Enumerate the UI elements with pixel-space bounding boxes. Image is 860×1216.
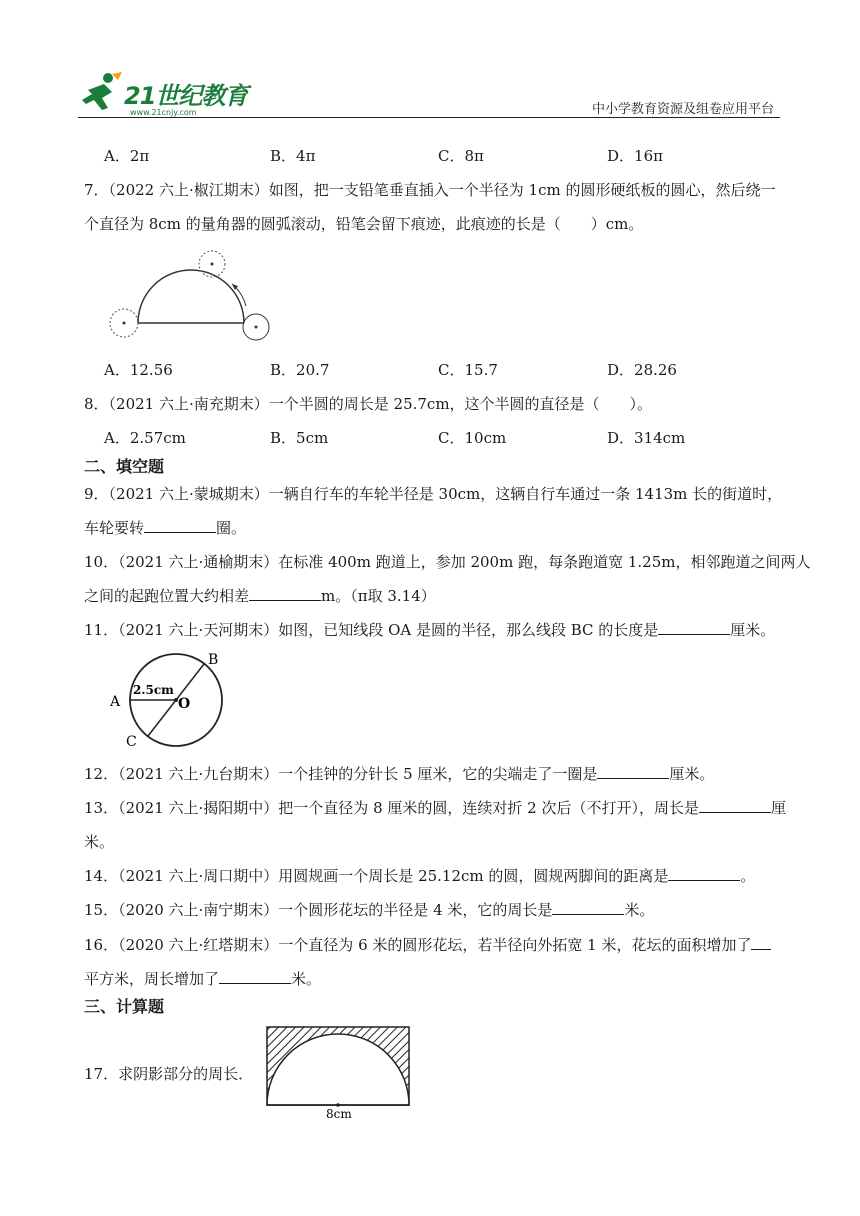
q8-option-a: A．2.57cm	[104, 429, 186, 447]
section-fill-blank: 二、填空题	[84, 457, 165, 476]
q13-line1	[84, 797, 786, 818]
q12-text-b: 厘米。	[669, 765, 715, 783]
q16-text: 16．（2020 六上·红塔期末）一个直径为 6 米的圆形花坛，若半径向外拓宽 1 米，花坛的面积增加了	[84, 936, 752, 954]
q6-option-b: B．4π	[270, 147, 316, 165]
label-o: O	[178, 696, 191, 712]
q14-text-a: 14．（2021 六上·周口期中）用圆规画一个周长是 25.12cm 的圆，圆规两脚间的距离是	[84, 867, 669, 885]
q17-figure	[264, 1024, 414, 1122]
q11-text-b: 厘米。	[730, 621, 776, 639]
q7-option-d: D．28.26	[607, 361, 677, 379]
q7-option-b: B．20.7	[270, 361, 330, 379]
q9-text-a: 车轮要转	[84, 519, 145, 537]
q7-line1: 7．（2022 六上·椒江期末）如图，把一支铅笔垂直插入一个半径为 1cm 的圆形硬纸板的圆心，然后绕一	[84, 181, 776, 199]
q13-text-a: 13．（2021 六上·揭阳期中）把一个直径为 8 厘米的圆，连续对折 2 次后（不打开），周长是	[84, 799, 699, 817]
q15-answer-blank[interactable]	[552, 900, 624, 915]
q10-text-b: m。（π取 3.14）	[321, 587, 436, 605]
q11-line1	[84, 619, 775, 640]
logo	[78, 70, 258, 116]
q17-diameter-label: 8cm	[326, 1107, 352, 1121]
q10-answer-blank[interactable]	[249, 586, 321, 601]
q16-line2	[84, 968, 321, 989]
q13-answer-blank[interactable]	[699, 798, 771, 813]
logo-url: www.21cnjy.com	[130, 108, 197, 117]
q12-answer-blank[interactable]	[597, 764, 669, 779]
q15-text-b: 米。	[624, 901, 655, 919]
label-b: B	[208, 652, 219, 668]
q7-figure	[104, 246, 274, 346]
q12-text-a: 12．（2021 六上·九台期末）一个挂钟的分针长 5 厘米，它的尖端走了一圈是	[84, 765, 598, 783]
q14-text-b: 。	[740, 867, 756, 885]
q8-line1: 8．（2021 六上·南充期末）一个半圆的周长是 25.7cm，这个半圆的直径是（ ）。	[84, 395, 653, 413]
q10-line2	[84, 585, 436, 606]
q8-option-d: D．314cm	[607, 429, 686, 447]
q7-line2: 个直径为 8cm 的量角器的圆弧滚动，铅笔会留下痕迹，此痕迹的长是（ ）cm。	[84, 215, 644, 233]
q11-answer-blank[interactable]	[658, 620, 730, 635]
q8-option-c: C．10cm	[438, 429, 507, 447]
q6-option-a: A．2π	[104, 147, 150, 165]
q15-line	[84, 899, 654, 920]
q9-answer-blank[interactable]	[144, 518, 216, 533]
q12-line	[84, 763, 714, 784]
label-c: C	[126, 734, 137, 750]
q17-text: 17．求阴影部分的周长．	[84, 1065, 254, 1083]
q11-figure	[108, 650, 238, 750]
q14-answer-blank[interactable]	[668, 866, 740, 881]
q13-line2: 米。	[84, 833, 115, 851]
q9-line1: 9．（2021 六上·蒙城期末）一辆自行车的车轮半径是 30cm，这辆自行车通过一条 1413m 长的街道时，	[84, 485, 783, 503]
header-divider	[78, 117, 780, 118]
q16-text-b: 米。	[291, 970, 322, 988]
q16-perimeter-blank[interactable]	[219, 969, 291, 984]
platform-name: 中小学教育资源及组卷应用平台	[591, 102, 774, 117]
q11-text-a: 11．（2021 六上·天河期末）如图，已知线段 OA 是圆的半径，那么线段 BC 的长度是	[84, 621, 659, 639]
q16-text-a: 平方米，周长增加了	[84, 970, 220, 988]
q9-text-b: 圈。	[216, 519, 247, 537]
q10-line1: 10．（2021 六上·通榆期末）在标准 400m 跑道上，参加 200m 跑，每条跑道宽 1.25m，相邻跑道之间两人	[84, 553, 811, 571]
runner-icon	[78, 70, 124, 112]
q16-area-blank[interactable]	[751, 935, 771, 950]
q10-text-a: 之间的起跑位置大约相差	[84, 587, 250, 605]
q14-line	[84, 865, 755, 886]
q16-line1	[84, 934, 771, 955]
q8-option-b: B．5cm	[270, 429, 329, 447]
page-header	[78, 62, 780, 118]
q6-option-d: D．16π	[607, 147, 663, 165]
q7-option-c: C．15.7	[438, 361, 498, 379]
q13-text-b: 厘	[770, 799, 786, 817]
radius-label: 2.5cm	[133, 683, 174, 697]
logo-text: 21世纪教育	[124, 82, 248, 110]
q15-text-a: 15．（2020 六上·南宁期末）一个圆形花坛的半径是 4 米，它的周长是	[84, 901, 553, 919]
q9-line2	[84, 517, 246, 538]
q6-option-c: C．8π	[438, 147, 484, 165]
section-calculation: 三、计算题	[84, 997, 165, 1016]
label-a: A	[110, 694, 121, 710]
q7-option-a: A．12.56	[104, 361, 173, 379]
